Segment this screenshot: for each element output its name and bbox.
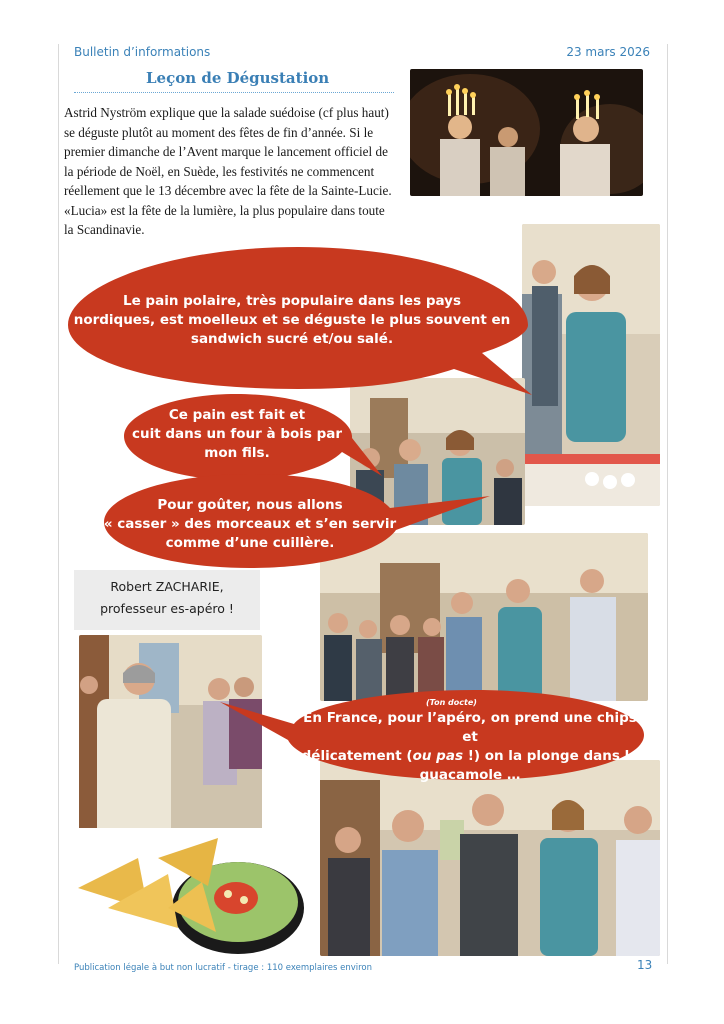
- bubble-text-pain-polaire: [62, 292, 522, 349]
- bubble-line-part: délicatement (: [301, 748, 413, 764]
- caption-robert: [74, 570, 260, 630]
- bubble-line: En France, pour l’apéro, on prend une chips et: [303, 710, 637, 745]
- bubble-line: [300, 747, 640, 766]
- photo-astrid-speaking: [522, 224, 660, 506]
- bulletin-date: 23 mars 2026: [566, 45, 650, 59]
- page-number: 13: [637, 958, 653, 972]
- bubble-line: guacamole …: [419, 767, 521, 783]
- bubble-text-four-a-bois: [120, 406, 354, 463]
- bubble-text-guacamole: [300, 709, 640, 785]
- bubble-line: nordiques, est moelleux et se déguste le plus souvent en: [73, 312, 511, 328]
- article-title: Leçon de Dégustation: [146, 69, 330, 87]
- bubble-line: « casser » des morceaux et s’en servir: [103, 516, 397, 532]
- bubble-line-emphasis: ou pas: [412, 748, 463, 764]
- speech-bubble-four-a-bois: [120, 392, 360, 482]
- bubble-line: comme d’une cuillère.: [165, 535, 335, 551]
- bubble-line: cuit dans un four à bois par: [131, 426, 343, 442]
- bulletin-label: Bulletin d’informations: [74, 45, 211, 59]
- speech-bubble-casser: [100, 472, 405, 570]
- photo-group-laughing: [320, 760, 660, 956]
- guacamole-illustration: [68, 828, 308, 956]
- bubble-line: Le pain polaire, très populaire dans les pays: [122, 293, 462, 309]
- caption-title: professeur es-apéro !: [100, 601, 234, 616]
- title-divider: [74, 92, 394, 93]
- bubble-line-part: !) on la plonge dans le: [463, 748, 639, 764]
- speech-bubble-pain-polaire: [62, 245, 535, 390]
- bubble-line: mon fils.: [204, 445, 270, 461]
- photo-sainte-lucie: [410, 69, 643, 196]
- bubble-text-casser: [100, 496, 400, 553]
- caption-name: Robert ZACHARIE,: [110, 579, 224, 594]
- bubble-line: Pour goûter, nous allons: [157, 497, 343, 513]
- footer-legal: Publication légale à but non lucratif - tirage : 110 exemplaires environ: [74, 963, 372, 973]
- bubble-line: sandwich sucré et/ou salé.: [190, 331, 394, 347]
- article-intro: Astrid Nyström explique que la salade suédoise (cf plus haut) se déguste plutôt au moment des fêtes de fin d’année. Si le premier dimanche de l’Avent marque le lancement officiel de la période de Noël, en Suède, les festivités ne commencent réellement que le 13 décembre avec la fête de la Sainte-Lucie. «Lucia» est la fête de la lumière, la plus populaire dans toute la Scandinavie.: [64, 105, 392, 237]
- tone-note: (Ton docte): [426, 698, 477, 707]
- bubble-line: Ce pain est fait et: [168, 407, 306, 423]
